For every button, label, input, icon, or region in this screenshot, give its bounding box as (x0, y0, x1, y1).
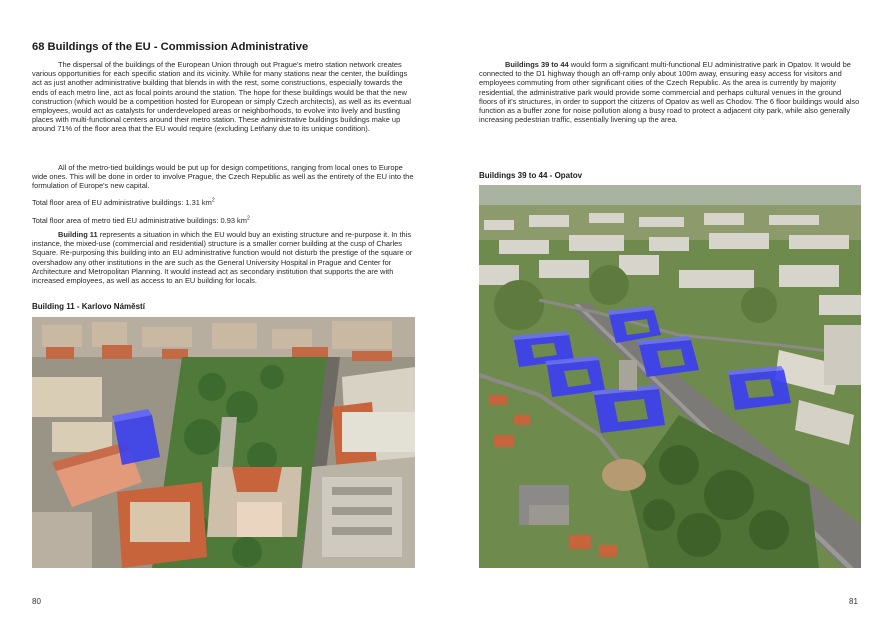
intro-paragraph: The dispersal of the buildings of the European Union through out Prague's metro station network creates various opportunities for each specific station and its vicinity. While for many stations near the center, the buildings act as just another administrative building that blends in with the rest, some constructions, especially towards the ends of each metro line, act as focal points around the station. The hope for these buildings would be that the new construction (which would be a competition hosted for European or simply Czech architects), as well as its eventual employees, would act as catalysts for underdeveloped areas or neighborhoods, to evolve into lively and bustling places with multi-functional centers around their metro station. These administrative buildings buildings make up around 71% of the floor area that the EU would require (excluding Letňany due to its unique condition). (32, 60, 412, 134)
aerial-photo-karlovo-namesti (32, 317, 415, 568)
opatov-paragraph (479, 60, 861, 124)
photo-caption-opatov: Buildings 39 to 44 - Opatov (479, 171, 583, 180)
page-number-right: 81 (849, 597, 858, 606)
building-11-text: represents a situation in which the EU would buy an existing structure and re-purpose it. In this instance, the mixed-use (commercial and residential) structure is a smaller corner building at the cusp of Charles Square. Re-purposing this building into an EU administrative function would not disturb the prestige of the square or overshadow any other institutions in the are such as the General University Hospital in Prague and Center for Architecture and Metropolitan Planning. It would instead act as secondary institution that supports the are with increased employees, as well as access to an EU building for locals. (32, 230, 413, 286)
floor-area-metro-text: Total floor area of metro tied EU administrative buildings: 0.93 km (32, 216, 247, 225)
opatov-lead: Buildings 39 to 44 (505, 60, 569, 69)
page-number-left: 80 (32, 597, 41, 606)
competition-paragraph: All of the metro-tied buildings would be put up for design competitions, ranging from local ones to Europe wide ones. This will be done in order to involve Prague, the Czech Republic as well as the entirety of the EU into the formulation of Europe's new capital. (32, 163, 414, 191)
photo-caption-karlovo: Building 11 - Karlovo Náměstí (32, 302, 145, 311)
aerial-photo-opatov (479, 185, 861, 568)
right-page (447, 0, 894, 632)
floor-area-total-text: Total floor area of EU administrative buildings: 1.31 km (32, 198, 212, 207)
section-heading: 68 Buildings of the EU - Commission Administrative (32, 41, 309, 53)
building-11-lead: Building 11 (58, 230, 98, 239)
unit-superscript: 2 (211, 197, 215, 204)
opatov-text: would form a significant multi-functional EU administrative park in Opatov. It would be connected to the D1 highway though an off-ramp only about 100m away, ensuring easy access for visitors and employees commuting from other significant cities of the Czech Republic. As the area is currently by majority residential, the administrative park would provide some commercial and perhaps cultural venues in the ground floors of it's structures, in order to support the citizens of Opatov as well as Chodov. The 6 floor buildings would also function as a buffer zone for noise pollution along a busy road to protect a adjacent city park, while also generally increasing pedestrian traffic, essentially livening up the area. (479, 60, 860, 125)
building-11-paragraph (32, 230, 415, 285)
unit-superscript: 2 (246, 215, 250, 222)
floor-area-total (32, 198, 415, 207)
floor-area-metro (32, 216, 415, 225)
